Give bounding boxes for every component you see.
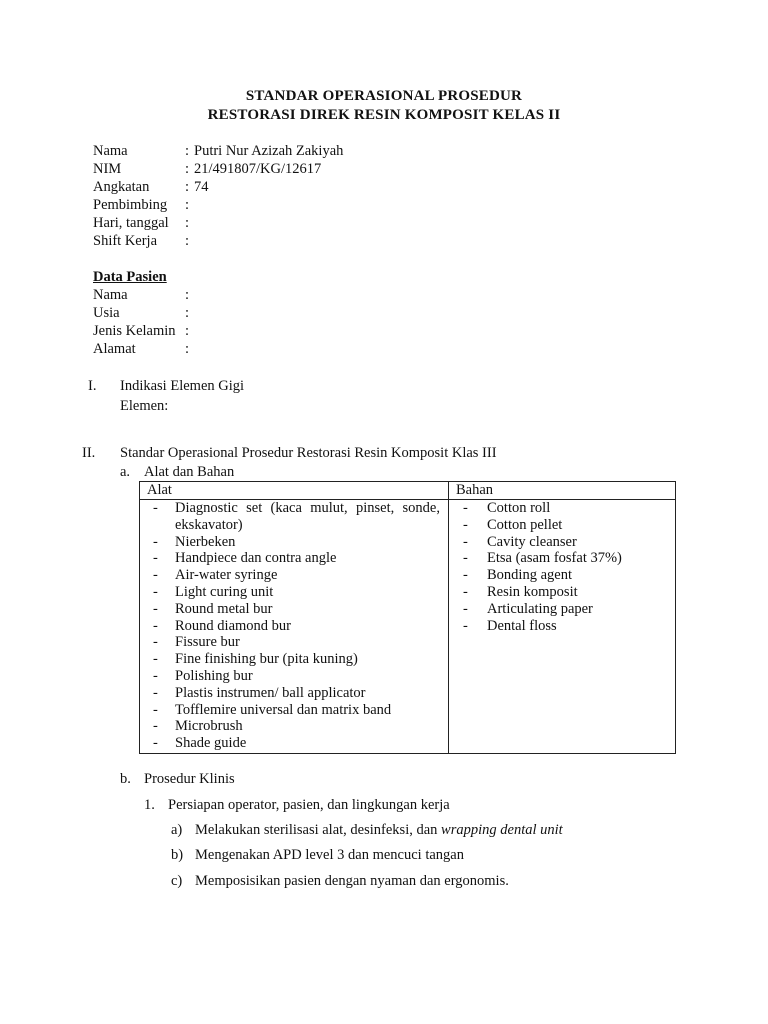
- dash-bullet: -: [153, 533, 158, 550]
- alat-item-text: Handpiece dan contra angle: [175, 550, 337, 567]
- bahan-list: [449, 500, 675, 634]
- alat-item-text: Microbrush: [175, 718, 243, 735]
- dash-bullet: -: [463, 600, 468, 617]
- list-item: [140, 584, 448, 601]
- dash-bullet: -: [153, 550, 158, 567]
- list-item: [140, 634, 448, 651]
- list-item: [449, 584, 675, 601]
- item-c-marker: c): [171, 873, 183, 889]
- item-b-text: Mengenakan APD level 3 dan mencuci tangan: [195, 847, 464, 863]
- field-value: Putri Nur Azizah Zakiyah: [194, 143, 344, 159]
- document-title-line-1: STANDAR OPERASIONAL PROSEDUR: [245, 88, 523, 104]
- alat-item-text: Fine finishing bur (pita kuning): [175, 651, 358, 668]
- field-label: NIM: [93, 161, 122, 177]
- list-item: [449, 500, 675, 517]
- dash-bullet: -: [153, 583, 158, 600]
- alat-item-text: Round metal bur: [175, 600, 273, 617]
- list-item: [449, 618, 675, 635]
- dash-bullet: -: [153, 701, 158, 718]
- section-1-numeral: I.: [88, 378, 97, 394]
- item-a-marker: a): [171, 822, 183, 838]
- field-label: Usia: [93, 305, 120, 321]
- dash-bullet: -: [463, 516, 468, 533]
- field-value: 74: [194, 179, 209, 195]
- field-colon: :: [185, 323, 190, 339]
- dash-bullet: -: [153, 684, 158, 701]
- alat-item-text: Shade guide: [175, 735, 247, 752]
- field-label: Nama: [93, 287, 128, 303]
- alat-item-text: Light curing unit: [175, 583, 274, 600]
- field-label: Nama: [93, 143, 128, 159]
- field-label: Shift Kerja: [93, 233, 158, 249]
- field-colon: :: [185, 287, 190, 303]
- field-colon: :: [185, 233, 190, 249]
- bahan-item-text: Resin komposit: [487, 583, 578, 600]
- tools-materials-table: [139, 481, 676, 754]
- subsection-b-marker: b.: [120, 771, 131, 787]
- dash-bullet: -: [153, 617, 158, 634]
- item-a-text: [195, 821, 563, 839]
- subsection-a-title: Alat dan Bahan: [144, 464, 235, 480]
- list-item: [140, 601, 448, 618]
- bahan-item-text: Articulating paper: [487, 600, 593, 617]
- list-item: [140, 534, 448, 551]
- dash-bullet: -: [153, 600, 158, 617]
- dash-bullet: -: [463, 617, 468, 634]
- bahan-cell: [449, 500, 676, 754]
- dash-bullet: -: [153, 718, 158, 735]
- alat-item-text: Polishing bur: [175, 667, 253, 684]
- list-item: [140, 500, 448, 534]
- table-header-row: [140, 482, 676, 500]
- alat-item-text: Fissure bur: [175, 634, 240, 651]
- bahan-item-text: Etsa (asam fosfat 37%): [487, 550, 622, 567]
- list-item: [140, 668, 448, 685]
- list-item: [140, 618, 448, 635]
- item-a-italic: wrapping dental unit: [441, 822, 563, 838]
- field-colon: :: [185, 143, 190, 159]
- alat-item-text: Plastis instrumen/ ball applicator: [175, 684, 366, 701]
- alat-cell: [140, 500, 449, 754]
- subsection-a-marker: a.: [120, 464, 131, 480]
- dash-bullet: -: [153, 735, 158, 752]
- field-value: 21/491807/KG/12617: [194, 161, 322, 177]
- field-colon: :: [185, 197, 190, 213]
- field-colon: :: [185, 305, 190, 321]
- alat-item-text: Tofflemire universal dan matrix band: [175, 701, 392, 718]
- list-item: [449, 534, 675, 551]
- section-1-title: Indikasi Elemen Gigi: [120, 378, 245, 394]
- alat-item-text: Air-water syringe: [175, 567, 278, 584]
- bahan-item-text: Dental floss: [487, 617, 557, 634]
- field-label: Alamat: [93, 341, 136, 357]
- dash-bullet: -: [463, 500, 468, 516]
- list-item: [140, 550, 448, 567]
- dash-bullet: -: [153, 500, 158, 516]
- dash-bullet: -: [153, 634, 158, 651]
- item-a-plain: Melakukan sterilisasi alat, desinfeksi, dan: [195, 822, 442, 838]
- list-item: [449, 567, 675, 584]
- item-b-marker: b): [171, 847, 184, 863]
- item-c-text: Memposisikan pasien dengan nyaman dan ergonomis.: [195, 873, 509, 889]
- bahan-item-text: Cavity cleanser: [487, 533, 577, 550]
- dash-bullet: -: [153, 651, 158, 668]
- list-item: [140, 651, 448, 668]
- subsection-b-title: Prosedur Klinis: [144, 771, 235, 787]
- alat-item-text: Round diamond bur: [175, 617, 291, 634]
- dash-bullet: -: [463, 583, 468, 600]
- list-item: [449, 517, 675, 534]
- list-item: [449, 550, 675, 567]
- alat-item-text: Diagnostic set (kaca mulut, pinset, sonde, ekskavator): [175, 500, 440, 533]
- dash-bullet: -: [463, 550, 468, 567]
- list-item: [140, 718, 448, 735]
- field-colon: :: [185, 341, 190, 357]
- field-label: Pembimbing: [93, 197, 168, 213]
- section-1-element-label: Elemen:: [120, 398, 169, 414]
- section-2-numeral: II.: [82, 445, 96, 461]
- column-header-alat: Alat: [140, 482, 449, 500]
- field-label: Jenis Kelamin: [93, 323, 176, 339]
- field-colon: :: [185, 161, 190, 177]
- list-item: [140, 735, 448, 752]
- bahan-item-text: Cotton roll: [487, 500, 551, 516]
- list-item: [140, 685, 448, 702]
- field-colon: :: [185, 179, 190, 195]
- field-label: Angkatan: [93, 179, 150, 195]
- list-item: [140, 567, 448, 584]
- patient-data-heading: Data Pasien: [93, 269, 167, 285]
- document-title-line-2: RESTORASI DIREK RESIN KOMPOSIT KELAS II: [207, 107, 561, 123]
- field-colon: :: [185, 215, 190, 231]
- list-item: [140, 702, 448, 719]
- dash-bullet: -: [463, 533, 468, 550]
- alat-item-text: Nierbeken: [175, 533, 236, 550]
- table-row: [140, 500, 676, 754]
- dash-bullet: -: [463, 567, 468, 584]
- alat-list: [140, 500, 448, 752]
- section-2-title: Standar Operasional Prosedur Restorasi Resin Komposit Klas III: [120, 445, 497, 461]
- column-header-bahan: Bahan: [449, 482, 676, 500]
- step-1-marker: 1.: [144, 797, 155, 813]
- bahan-item-text: Cotton pellet: [487, 516, 563, 533]
- dash-bullet: -: [153, 567, 158, 584]
- bahan-item-text: Bonding agent: [487, 567, 572, 584]
- dash-bullet: -: [153, 667, 158, 684]
- list-item: [449, 601, 675, 618]
- step-1-title: Persiapan operator, pasien, dan lingkungan kerja: [168, 797, 450, 813]
- field-label: Hari, tanggal: [93, 215, 169, 231]
